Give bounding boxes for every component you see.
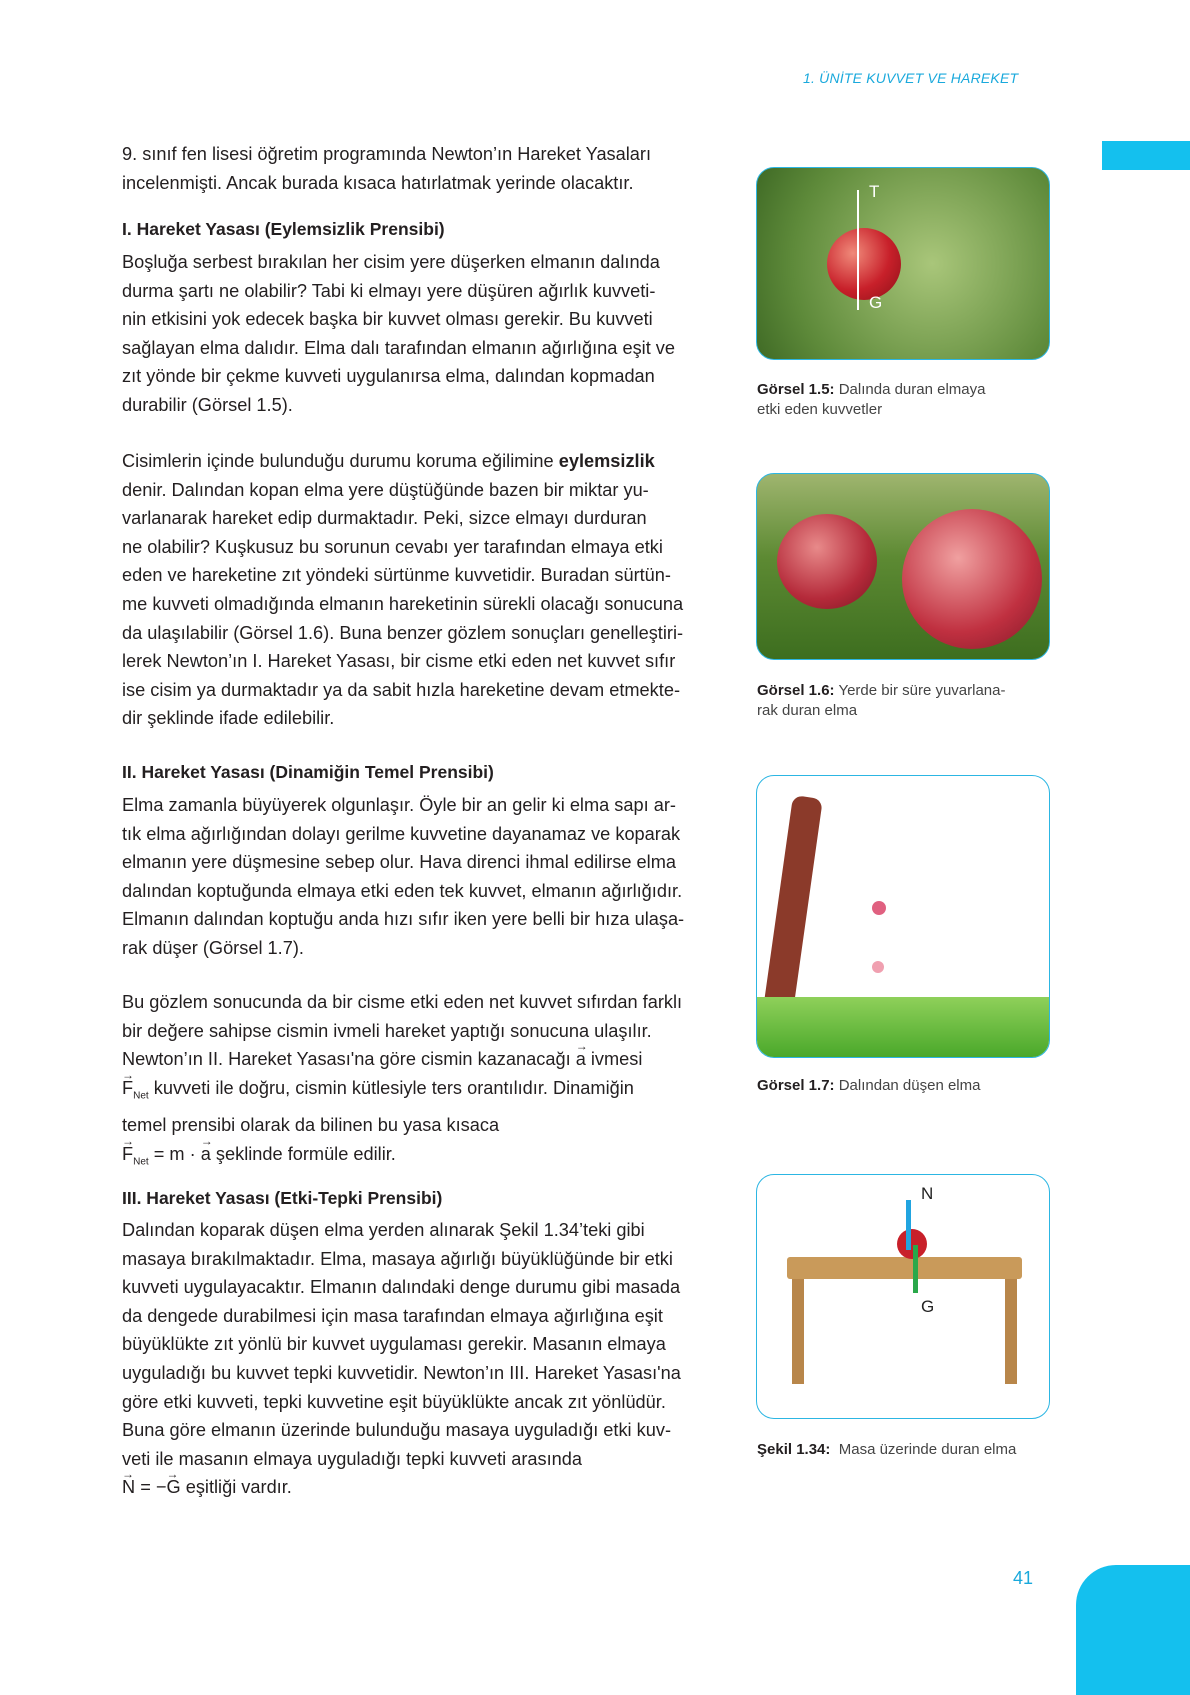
first-law-paragraph-1 <box>122 248 732 420</box>
text-line: rak düşer (Görsel 1.7). <box>122 937 304 958</box>
apple-on-branch-image <box>756 167 1050 360</box>
apple-shape <box>777 514 877 609</box>
text-line: dir şeklinde ifade edilebilir. <box>122 708 335 729</box>
tension-label: T <box>869 182 880 201</box>
text-line: dalından koptuğunda elmaya etki eden tek kuvvet, elmanın ağırlığıdır. <box>122 880 683 901</box>
text-line: da dengede durabilmesi için masa tarafından elmaya ağırlığına eşit <box>122 1305 663 1326</box>
apple-shape <box>897 1229 927 1259</box>
table-top <box>787 1257 1022 1279</box>
heading-second-law: II. Hareket Yasası (Dinamiğin Temel Prensibi) <box>122 762 494 782</box>
text-line: da ulaşılabilir (Görsel 1.6). Buna benzer gözlem sonuçları genelleştiri- <box>122 622 684 643</box>
unit-header: 1. ÜNİTE KUVVET VE HAREKET <box>803 70 1019 86</box>
text-line: Cisimlerin içinde bulunduğu durumu koruma eğilimine eylemsizlik <box>122 451 655 471</box>
figure-2-caption: Görsel 1.6: Yerde bir süre yuvarlana- rak duran elma <box>757 682 1006 719</box>
text-line: temel prensibi olarak da bilinen bu yasa kısaca <box>122 1115 500 1136</box>
third-law-paragraph <box>122 1216 732 1502</box>
grass <box>757 997 1049 1057</box>
text-line: Elma zamanla büyüyerek olgunlaşır. Öyle bir an gelir ki elma sapı ar- <box>122 795 676 815</box>
text-line: elmanın yere düşmesine sebep olur. Hava direnci ihmal edilirse elma <box>122 852 676 873</box>
falling-apple-tree-image <box>756 775 1050 1058</box>
first-law-paragraph-2 <box>122 447 732 733</box>
weight-label: G <box>921 1297 935 1316</box>
figure-1-caption: Görsel 1.5: Dalında duran elmaya etki eden kuvvetler <box>757 381 986 418</box>
text-line: → $F_{Net}$ kuvveti ile doğru, cismin kütlesiyle ters orantılıdır. Dinamiğin <box>122 1074 732 1111</box>
normal-force-arrow <box>906 1200 911 1250</box>
text-line: incelenmişti. Ancak burada kısaca hatırlatmak yerinde olacaktır. <box>122 172 634 193</box>
intro-paragraph <box>122 140 732 197</box>
text-line: masaya bırakılmaktadır. Elma, masaya ağırlığı büyüklüğünde bir etki <box>122 1248 673 1269</box>
text-line: nin etkisini yok edecek başka bir kuvvet olması gerekir. Bu kuvveti <box>122 309 653 330</box>
apple-shape <box>902 509 1042 649</box>
page-number: 41 <box>1013 1568 1034 1588</box>
text-line: uyguladığı bu kuvvet tepki kuvvetidir. Newton’ın III. Hareket Yasası'na <box>122 1362 681 1383</box>
text-line: ise cisim ya durmaktadır ya da sabit hızla hareketine devam etmekte- <box>122 679 680 700</box>
normal-label: N <box>921 1184 934 1203</box>
apples-on-grass-image <box>756 473 1050 660</box>
text-line: durabilir (Görsel 1.5). <box>122 394 293 415</box>
falling-apple <box>872 961 884 973</box>
force-arrow-line <box>857 190 859 310</box>
weight-label: G <box>869 293 883 312</box>
equation-line: → N = −→ G eşitliği vardır. <box>122 1473 732 1502</box>
figure-3-caption: Görsel 1.7: Dalından düşen elma <box>757 1077 981 1094</box>
text-line: denir. Dalından kopan elma yere düştüğünde bazen bir miktar yu- <box>122 479 649 500</box>
heading-third-law: III. Hareket Yasası (Etki-Tepki Prensibi) <box>122 1188 443 1208</box>
weight-force-arrow <box>913 1245 918 1293</box>
text-line: kuvveti uygulayacaktır. Elmanın dalındaki denge durumu gibi masada <box>122 1277 681 1298</box>
chapter-tab <box>1102 141 1190 170</box>
formula-line: → $F_{Net} = m$ · → a şeklinde formüle edilir. <box>122 1140 732 1177</box>
text-line: sağlayan elma dalıdır. Elma dalı tarafından elmanın ağırlığına eşit ve <box>122 337 676 358</box>
table-leg <box>792 1279 804 1384</box>
text-line: ne olabilir? Kuşkusuz bu sorunun cevabı yer tarafından elmaya etki <box>122 536 663 557</box>
text-line: Dalından koparak düşen elma yerden alınarak Şekil 1.34’teki gibi <box>122 1220 645 1240</box>
text-line: 9. sınıf fen lisesi öğretim programında Newton’ın Hareket Yasaları <box>122 144 652 164</box>
text-line: Boşluğa serbest bırakılan her cisim yere düşerken elmanın dalında <box>122 252 660 272</box>
text-line: eden ve hareketine zıt yöndeki sürtünme kuvvetidir. Buradan sürtün- <box>122 565 671 586</box>
text-line: Buna göre elmanın üzerinde bulunduğu masaya uyguladığı etki kuv- <box>122 1420 672 1441</box>
text-line: me kuvveti olmadığında elmanın hareketinin sürekli olacağı sonucuna <box>122 593 684 614</box>
text-line: Elmanın dalından koptuğu anda hızı sıfır iken yere belli bir hıza ulaşa- <box>122 909 685 930</box>
falling-apple <box>872 901 886 915</box>
text-line: veti ile masanın elmaya uyguladığı tepki kuvveti arasında <box>122 1448 582 1469</box>
text-line: zıt yönde bir çekme kuvveti uygulanırsa elma, dalından kopmadan <box>122 366 655 387</box>
apple-on-table-figure <box>756 1174 1050 1419</box>
text-line: lerek Newton’ın I. Hareket Yasası, bir cisme etki eden net kuvvet sıfır <box>122 651 676 672</box>
text-line: Newton’ın II. Hareket Yasası'na göre cismin kazanacağı → a ivmesi <box>122 1045 732 1074</box>
text-line: Bu gözlem sonucunda da bir cisme etki eden net kuvvet sıfırdan farklı <box>122 992 683 1012</box>
figure-4-caption: Şekil 1.34: Masa üzerinde duran elma <box>757 1441 1017 1458</box>
text-line: göre etki kuvveti, tepki kuvvetine eşit büyüklükte ancak zıt yönlüdür. <box>122 1391 666 1412</box>
text-line: varlanarak hareket edip durmaktadır. Peki, sizce elmayı durduran <box>122 508 647 529</box>
apple-shape <box>827 228 901 300</box>
page-corner-decoration <box>1076 1565 1190 1695</box>
heading-first-law: I. Hareket Yasası (Eylemsizlik Prensibi) <box>122 219 445 239</box>
text-line: durma şartı ne olabilir? Tabi ki elmayı yere düşüren ağırlık kuvveti- <box>122 280 656 301</box>
table-leg <box>1005 1279 1017 1384</box>
text-line: bir değere sahipse cismin ivmeli hareket yaptığı sonucuna ulaşılır. <box>122 1020 652 1041</box>
second-law-paragraph-2 <box>122 988 732 1177</box>
second-law-paragraph-1 <box>122 791 732 963</box>
tree-trunk <box>761 795 823 1027</box>
text-line: büyüklükte zıt yönlü bir kuvvet uygulaması gerekir. Masanın elmaya <box>122 1334 666 1355</box>
text-line: tık elma ağırlığından dolayı gerilme kuvvetine dayanamaz ve koparak <box>122 823 681 844</box>
